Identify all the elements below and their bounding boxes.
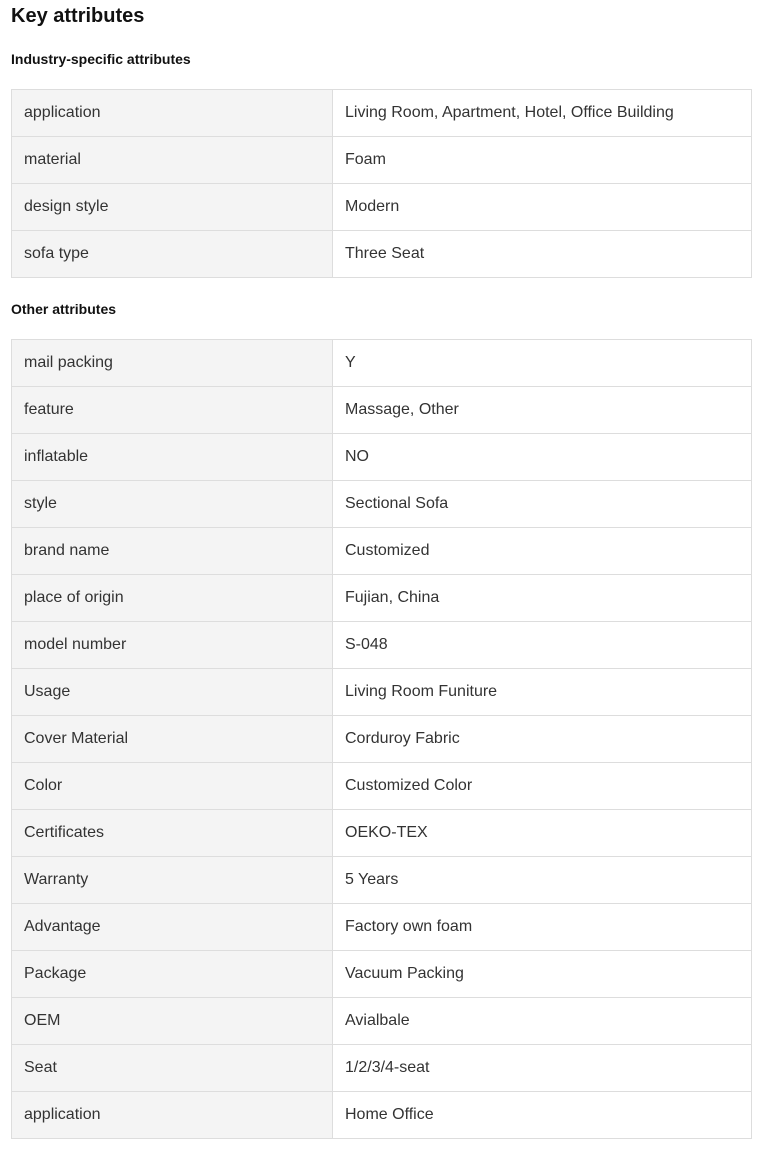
attribute-value: Avialbale	[333, 998, 752, 1045]
attribute-name: brand name	[12, 528, 333, 575]
attribute-name: Usage	[12, 669, 333, 716]
table-row	[12, 1045, 752, 1092]
attribute-name: sofa type	[12, 231, 333, 278]
table-row	[12, 998, 752, 1045]
other-attributes-table	[11, 339, 752, 1139]
attribute-value: Massage, Other	[333, 387, 752, 434]
attribute-value: Vacuum Packing	[333, 951, 752, 998]
attribute-name: OEM	[12, 998, 333, 1045]
attribute-name: place of origin	[12, 575, 333, 622]
attribute-value: Factory own foam	[333, 904, 752, 951]
attribute-value: Living Room Funiture	[333, 669, 752, 716]
attribute-value: Y	[333, 340, 752, 387]
page-title: Key attributes	[11, 5, 145, 27]
table-row	[12, 184, 752, 231]
table-row	[12, 90, 752, 137]
industry-section-heading: Industry-specific attributes	[11, 51, 191, 67]
attribute-value: Modern	[333, 184, 752, 231]
table-row	[12, 434, 752, 481]
attribute-name: mail packing	[12, 340, 333, 387]
attribute-value: NO	[333, 434, 752, 481]
attribute-value: Fujian, China	[333, 575, 752, 622]
other-section-heading: Other attributes	[11, 301, 117, 317]
attribute-name: Package	[12, 951, 333, 998]
table-row	[12, 763, 752, 810]
attribute-value: Living Room, Apartment, Hotel, Office Building	[333, 90, 752, 137]
attribute-name: material	[12, 137, 333, 184]
table-row	[12, 481, 752, 528]
attribute-name: Color	[12, 763, 333, 810]
attribute-value: Three Seat	[333, 231, 752, 278]
industry-attributes-body	[12, 90, 752, 278]
table-row	[12, 716, 752, 763]
attribute-name: design style	[12, 184, 333, 231]
industry-attributes-table	[11, 89, 752, 278]
table-row	[12, 857, 752, 904]
attribute-value: Customized Color	[333, 763, 752, 810]
table-row	[12, 528, 752, 575]
table-row	[12, 137, 752, 184]
attribute-name: Advantage	[12, 904, 333, 951]
attribute-name: feature	[12, 387, 333, 434]
attribute-value: Corduroy Fabric	[333, 716, 752, 763]
attribute-name: application	[12, 90, 333, 137]
table-row	[12, 810, 752, 857]
attribute-value: Foam	[333, 137, 752, 184]
attribute-value: Customized	[333, 528, 752, 575]
attribute-name: inflatable	[12, 434, 333, 481]
attribute-value: S-048	[333, 622, 752, 669]
table-row	[12, 340, 752, 387]
table-row	[12, 669, 752, 716]
attribute-value: 1/2/3/4-seat	[333, 1045, 752, 1092]
table-row	[12, 231, 752, 278]
attribute-name: Cover Material	[12, 716, 333, 763]
attribute-value: 5 Years	[333, 857, 752, 904]
attribute-value: Home Office	[333, 1092, 752, 1139]
attribute-value: Sectional Sofa	[333, 481, 752, 528]
attribute-name: model number	[12, 622, 333, 669]
attribute-name: application	[12, 1092, 333, 1139]
table-row	[12, 904, 752, 951]
table-row	[12, 951, 752, 998]
other-attributes-body	[12, 340, 752, 1139]
table-row	[12, 575, 752, 622]
attribute-name: Certificates	[12, 810, 333, 857]
attribute-name: Warranty	[12, 857, 333, 904]
attribute-name: Seat	[12, 1045, 333, 1092]
table-row	[12, 622, 752, 669]
table-row	[12, 387, 752, 434]
table-row	[12, 1092, 752, 1139]
attribute-value: OEKO-TEX	[333, 810, 752, 857]
attribute-name: style	[12, 481, 333, 528]
